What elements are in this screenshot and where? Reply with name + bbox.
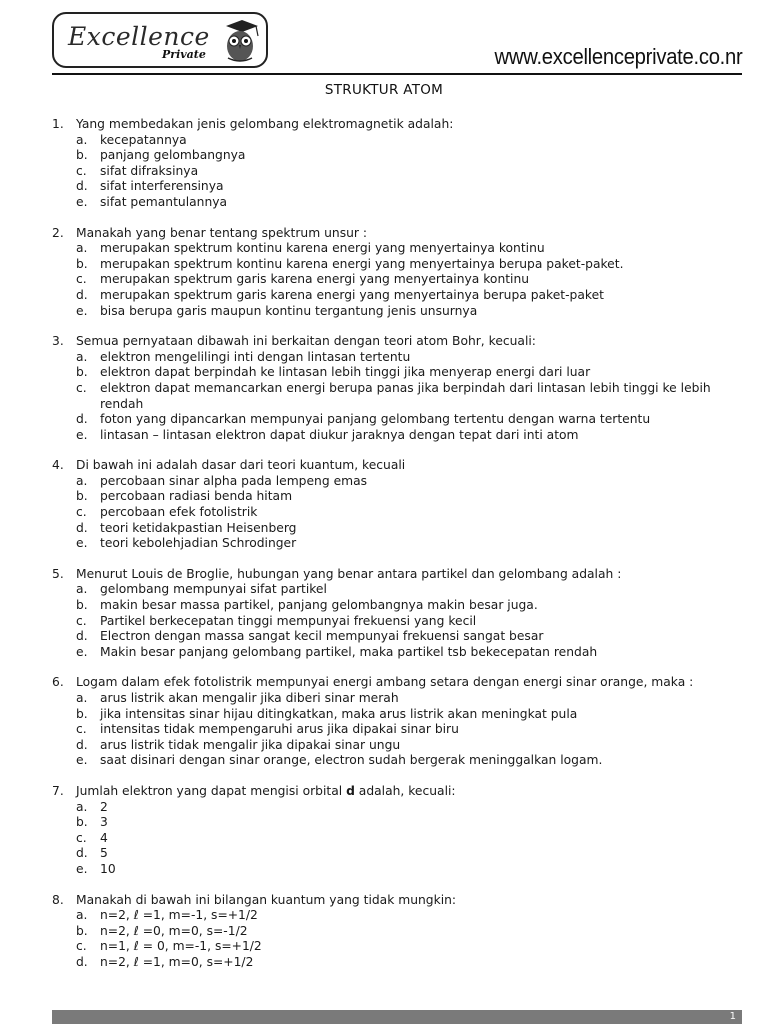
answer-option — [52, 800, 742, 816]
answer-option — [52, 722, 742, 738]
answer-option — [52, 831, 742, 847]
answer-option — [52, 164, 742, 180]
question-text-bold: d — [346, 783, 355, 798]
answer-option — [52, 645, 742, 661]
answer-option — [52, 148, 742, 164]
option-text: kecepatannya — [100, 132, 187, 147]
answer-option — [52, 536, 742, 552]
answer-option — [52, 381, 742, 412]
question-text: Yang membedakan jenis gelombang elektromagnetik adalah: — [76, 117, 454, 131]
question-8 — [52, 893, 742, 971]
question-number: 3. — [52, 334, 64, 349]
question-text-end: adalah, kecuali: — [354, 783, 456, 798]
option-text: teori kebolehjadian Schrodinger — [100, 536, 297, 551]
option-text: percobaan radiasi benda hitam — [100, 489, 293, 504]
option-letter: a. — [76, 582, 88, 597]
question-text: Di bawah ini adalah dasar dari teori kuantum, kecuali — [76, 458, 406, 473]
question-text-start: Jumlah elektron yang dapat mengisi orbital — [76, 783, 347, 798]
question-text — [76, 784, 742, 800]
excellence-private-logo — [52, 12, 268, 68]
question-text: Manakah yang benar tentang spektrum unsur : — [76, 225, 368, 240]
question-text: Menurut Louis de Broglie, hubungan yang benar antara partikel dan gelombang adalah : — [76, 566, 622, 581]
option-letter: e. — [76, 753, 88, 768]
question-number: 6. — [52, 675, 64, 690]
option-text: 3 — [100, 815, 108, 830]
option-letter: c. — [76, 613, 87, 628]
option-letter: d. — [76, 954, 88, 969]
logo-subtitle: Private — [162, 48, 206, 61]
option-letter: b. — [76, 598, 88, 613]
question-4 — [52, 458, 742, 552]
answer-option — [52, 288, 742, 304]
answer-option — [52, 846, 742, 862]
option-text: arus listrik tidak mengalir jika dipakai sinar ungu — [100, 737, 401, 752]
option-text: n=1, ℓ = 0, m=-1, s=+1/2 — [100, 939, 262, 954]
option-text: sifat difraksinya — [100, 163, 199, 178]
option-letter: c. — [76, 505, 87, 520]
answer-option — [52, 489, 742, 505]
page-number: 1 — [729, 1011, 736, 1022]
option-text: elektron mengelilingi inti dengan lintasan tertentu — [100, 349, 411, 364]
option-letter: b. — [76, 923, 88, 938]
question-text: Logam dalam efek fotolistrik mempunyai energi ambang setara dengan energi sinar orange, maka : — [76, 675, 694, 690]
answer-option — [52, 304, 742, 320]
option-text: 2 — [100, 799, 108, 814]
question-list — [52, 117, 742, 986]
question-3 — [52, 334, 742, 443]
answer-option — [52, 257, 742, 273]
page-header — [0, 0, 768, 80]
option-letter: a. — [76, 349, 88, 364]
answer-option — [52, 753, 742, 769]
question-text: Manakah di bawah ini bilangan kuantum yang tidak mungkin: — [76, 892, 457, 907]
option-letter: e. — [76, 303, 88, 318]
answer-option — [52, 582, 742, 598]
answer-option — [52, 908, 742, 924]
answer-option — [52, 505, 742, 521]
question-number: 7. — [52, 783, 64, 798]
option-text: Partikel berkecepatan tinggi mempunyai frekuensi yang kecil — [100, 613, 477, 628]
option-text: percobaan sinar alpha pada lempeng emas — [100, 473, 368, 488]
answer-option — [52, 707, 742, 723]
question-number: 8. — [52, 892, 64, 907]
document-title: STRUKTUR ATOM — [324, 82, 444, 98]
option-text: 4 — [100, 830, 108, 845]
option-text: merupakan spektrum kontinu karena energi yang menyertainya berupa paket-paket. — [100, 256, 624, 271]
question-5 — [52, 567, 742, 661]
option-letter: e. — [76, 536, 88, 551]
answer-option — [52, 598, 742, 614]
question-number: 5. — [52, 566, 64, 581]
option-text: n=2, ℓ =1, m=-1, s=+1/2 — [100, 908, 258, 923]
answer-option — [52, 955, 742, 971]
option-text: merupakan spektrum garis karena energi yang menyertainya kontinu — [100, 272, 530, 287]
option-letter: a. — [76, 908, 88, 923]
website-url: www.excellenceprivate.co.nr — [494, 44, 742, 69]
answer-option — [52, 365, 742, 381]
answer-option — [52, 521, 742, 537]
option-letter: d. — [76, 629, 88, 644]
option-text: 10 — [100, 861, 116, 876]
option-letter: e. — [76, 427, 88, 442]
question-number: 4. — [52, 458, 64, 473]
answer-option — [52, 133, 742, 149]
question-6 — [52, 675, 742, 769]
answer-option — [52, 862, 742, 878]
option-text: 5 — [100, 846, 108, 861]
option-letter: c. — [76, 722, 87, 737]
option-letter: b. — [76, 148, 88, 163]
option-letter: a. — [76, 473, 88, 488]
option-letter: c. — [76, 939, 87, 954]
option-text: merupakan spektrum kontinu karena energi yang menyertainya kontinu — [100, 241, 545, 256]
answer-option — [52, 939, 742, 955]
option-letter: b. — [76, 365, 88, 380]
option-letter: a. — [76, 241, 88, 256]
option-text: n=2, ℓ =0, m=0, s=-1/2 — [100, 923, 248, 938]
option-text: panjang gelombangnya — [100, 148, 246, 163]
header-divider — [52, 73, 742, 75]
owl-graduate-icon — [212, 18, 262, 64]
option-letter: d. — [76, 520, 88, 535]
option-letter: d. — [76, 179, 88, 194]
question-number: 1. — [52, 117, 64, 131]
option-letter: c. — [76, 163, 87, 178]
page-footer-bar — [52, 1010, 742, 1024]
option-text: bisa berupa garis maupun kontinu tergantung jenis unsurnya — [100, 303, 478, 318]
option-letter: c. — [76, 272, 87, 287]
option-text: percobaan efek fotolistrik — [100, 505, 258, 520]
answer-option — [52, 350, 742, 366]
option-letter: b. — [76, 815, 88, 830]
option-text: elektron dapat memancarkan energi berupa panas jika berpindah dari lintasan lebih tinggi ke lebih rendah — [100, 380, 711, 411]
option-text: n=2, ℓ =1, m=0, s=+1/2 — [100, 954, 254, 969]
option-letter: d. — [76, 846, 88, 861]
option-text: arus listrik akan mengalir jika diberi sinar merah — [100, 691, 399, 705]
option-text: sifat pemantulannya — [100, 194, 228, 209]
option-text: intensitas tidak mempengaruhi arus jika dipakai sinar biru — [100, 722, 459, 737]
question-7 — [52, 784, 742, 878]
question-2 — [52, 226, 742, 320]
option-text: makin besar massa partikel, panjang gelombangnya makin besar juga. — [100, 598, 538, 613]
answer-option — [52, 691, 742, 707]
option-letter: a. — [76, 132, 88, 147]
question-1 — [52, 117, 742, 211]
option-letter: e. — [76, 194, 88, 209]
option-text: Makin besar panjang gelombang partikel, maka partikel tsb bekecepatan rendah — [100, 644, 598, 659]
option-text: sifat interferensinya — [100, 179, 224, 194]
answer-option — [52, 179, 742, 195]
answer-option — [52, 412, 742, 428]
option-letter: d. — [76, 737, 88, 752]
option-letter: e. — [76, 644, 88, 659]
answer-option — [52, 272, 742, 288]
option-letter: b. — [76, 706, 88, 721]
option-text: teori ketidakpastian Heisenberg — [100, 520, 297, 535]
option-letter: c. — [76, 830, 87, 845]
option-text: merupakan spektrum garis karena energi yang menyertainya berupa paket-paket — [100, 287, 604, 302]
answer-option — [52, 474, 742, 490]
option-text: foton yang dipancarkan mempunyai panjang gelombang tertentu dengan warna tertentu — [100, 412, 651, 427]
question-number: 2. — [52, 225, 64, 240]
answer-option — [52, 815, 742, 831]
option-letter: a. — [76, 799, 88, 814]
answer-option — [52, 428, 742, 444]
option-text: Electron dengan massa sangat kecil mempunyai frekuensi sangat besar — [100, 629, 544, 644]
answer-option — [52, 614, 742, 630]
option-letter: d. — [76, 412, 88, 427]
option-letter: c. — [76, 380, 87, 395]
option-text: saat disinari dengan sinar orange, electron sudah bergerak meninggalkan logam. — [100, 753, 603, 768]
option-letter: b. — [76, 489, 88, 504]
option-letter: a. — [76, 691, 88, 705]
option-text: jika intensitas sinar hijau ditingkatkan, maka arus listrik akan meningkat pula — [100, 706, 578, 721]
logo-wordmark: Excellence — [68, 22, 210, 51]
answer-option — [52, 924, 742, 940]
option-text: elektron dapat berpindah ke lintasan lebih tinggi jika menyerap energi dari luar — [100, 365, 591, 380]
answer-option — [52, 629, 742, 645]
option-letter: d. — [76, 287, 88, 302]
option-letter: b. — [76, 256, 88, 271]
answer-option — [52, 738, 742, 754]
option-letter: e. — [76, 861, 88, 876]
answer-option — [52, 241, 742, 257]
question-text: Semua pernyataan dibawah ini berkaitan dengan teori atom Bohr, kecuali: — [76, 334, 536, 349]
option-text: lintasan – lintasan elektron dapat diukur jaraknya dengan tepat dari inti atom — [100, 427, 579, 442]
option-text: gelombang mempunyai sifat partikel — [100, 582, 327, 597]
answer-option — [52, 195, 742, 211]
